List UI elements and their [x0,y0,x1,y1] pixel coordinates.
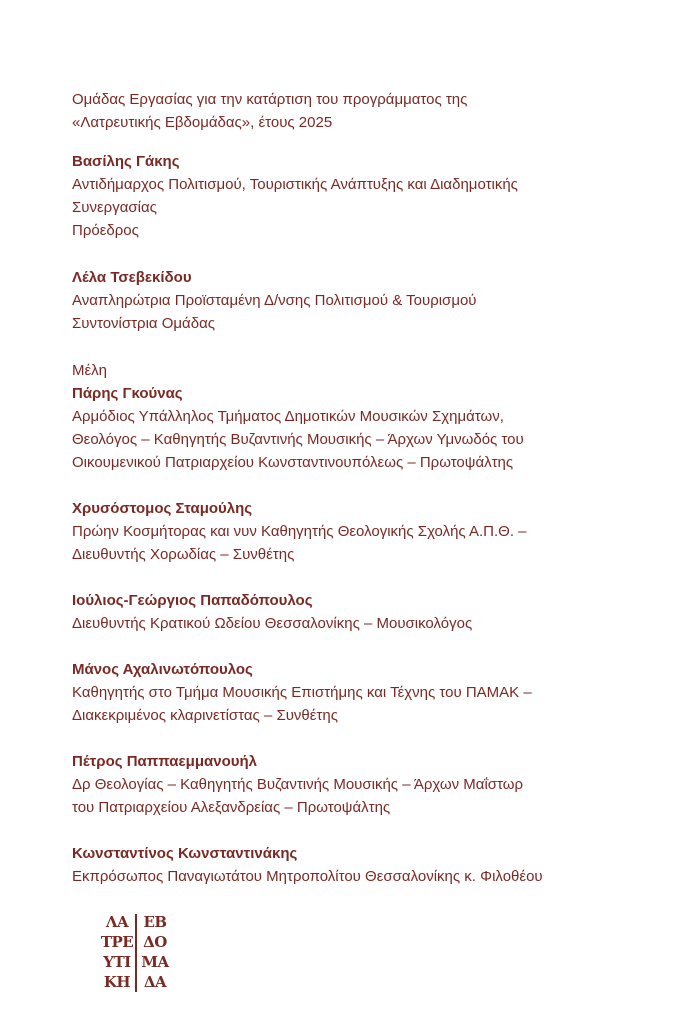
member-section [72,750,652,819]
document-body [72,88,652,911]
intro-line: Ομάδας Εργασίας για την κατάρτιση του προγράμματος της [72,91,468,108]
member-role-line: Οικουμενικού Πατριαρχείου Κωνσταντινουπόλεως – Πρωτοψάλτης [72,454,514,471]
member-section [72,497,652,566]
chair-role-line: Αντιδήμαρχος Πολιτισμού, Τουριστικής Ανάπτυξης και Διαδημοτικής [72,176,518,193]
member-role-line: Δρ Θεολογίας – Καθηγητής Βυζαντινής Μουσικής – Άρχων Μαΐστωρ [72,776,523,793]
member-role-line: Καθηγητής στο Τμήμα Μουσικής Επιστήμης και Τέχνης του ΠΑΜΑΚ – [72,684,532,701]
logo-letters: ΤΡΕ [100,933,134,951]
chair-role-line: Συνεργασίας [72,199,157,216]
member-role-line: Διευθυντής Κρατικού Ωδείου Θεσσαλονίκης – Μουσικολόγος [72,615,473,632]
member-role-line: του Πατριαρχείου Αλεξανδρείας – Πρωτοψάλτης [72,799,391,816]
member-role-line: Θεολόγος – Καθηγητής Βυζαντινής Μουσικής – Άρχων Υμνωδός του [72,431,524,448]
member-section [72,658,652,727]
member-name: Πέτρος Παππαεμμανουήλ [72,753,257,770]
coordinator-role-line: Αναπληρώτρια Προϊσταμένη Δ/νσης Πολιτισμού & Τουρισμού [72,292,477,309]
logo-right-column [138,912,172,992]
logo-divider [135,914,137,992]
logo-letters: ΕΒ [143,913,167,931]
members-label: Μέλη [72,362,108,379]
intro-line: «Λατρευτικής Εβδομάδας», έτους 2025 [72,114,333,131]
logo-letters: ΔΟ [143,933,167,951]
logo-letters: ΜΑ [141,953,169,971]
logo-letters: ΛΑ [105,913,129,931]
coordinator-name: Λέλα Τσεβεκίδου [72,269,192,286]
coordinator-section [72,266,652,335]
intro-block [72,88,652,134]
member-role-line: Διακεκριμένος κλαρινετίστας – Συνθέτης [72,707,338,724]
member-section [72,842,652,888]
member-section [72,589,652,635]
member-name: Κωνσταντίνος Κωνσταντινάκης [72,845,298,862]
logo-letters: ΥΤΙ [103,953,131,971]
member-name: Χρυσόστομος Σταμούλης [72,500,253,517]
member-name: Πάρης Γκούνας [72,385,183,402]
latreftiki-evdomada-logo [100,912,172,996]
logo-letters: ΚΗ [103,973,131,991]
member-name: Μάνος Αχαλινωτόπουλος [72,661,253,678]
chair-section [72,150,652,242]
logo-left-column [100,912,134,992]
coordinator-role-line: Συντονίστρια Ομάδας [72,315,215,332]
member-name: Ιούλιος-Γεώργιος Παπαδόπουλος [72,592,313,609]
chair-role-line: Πρόεδρος [72,222,139,239]
member-role-line: Διευθυντής Χορωδίας – Συνθέτης [72,546,295,563]
member-role-line: Πρώην Κοσμήτορας και νυν Καθηγητής Θεολογικής Σχολής Α.Π.Θ. – [72,523,527,540]
member-role-line: Αρμόδιος Υπάλληλος Τμήματος Δημοτικών Μουσικών Σχημάτων, [72,408,504,425]
member-role-line: Εκπρόσωπος Παναγιωτάτου Μητροπολίτου Θεσσαλονίκης κ. Φιλοθέου [72,868,543,885]
member-section [72,359,652,474]
chair-name: Βασίλης Γάκης [72,153,180,170]
logo-letters: ΔΑ [143,973,167,991]
